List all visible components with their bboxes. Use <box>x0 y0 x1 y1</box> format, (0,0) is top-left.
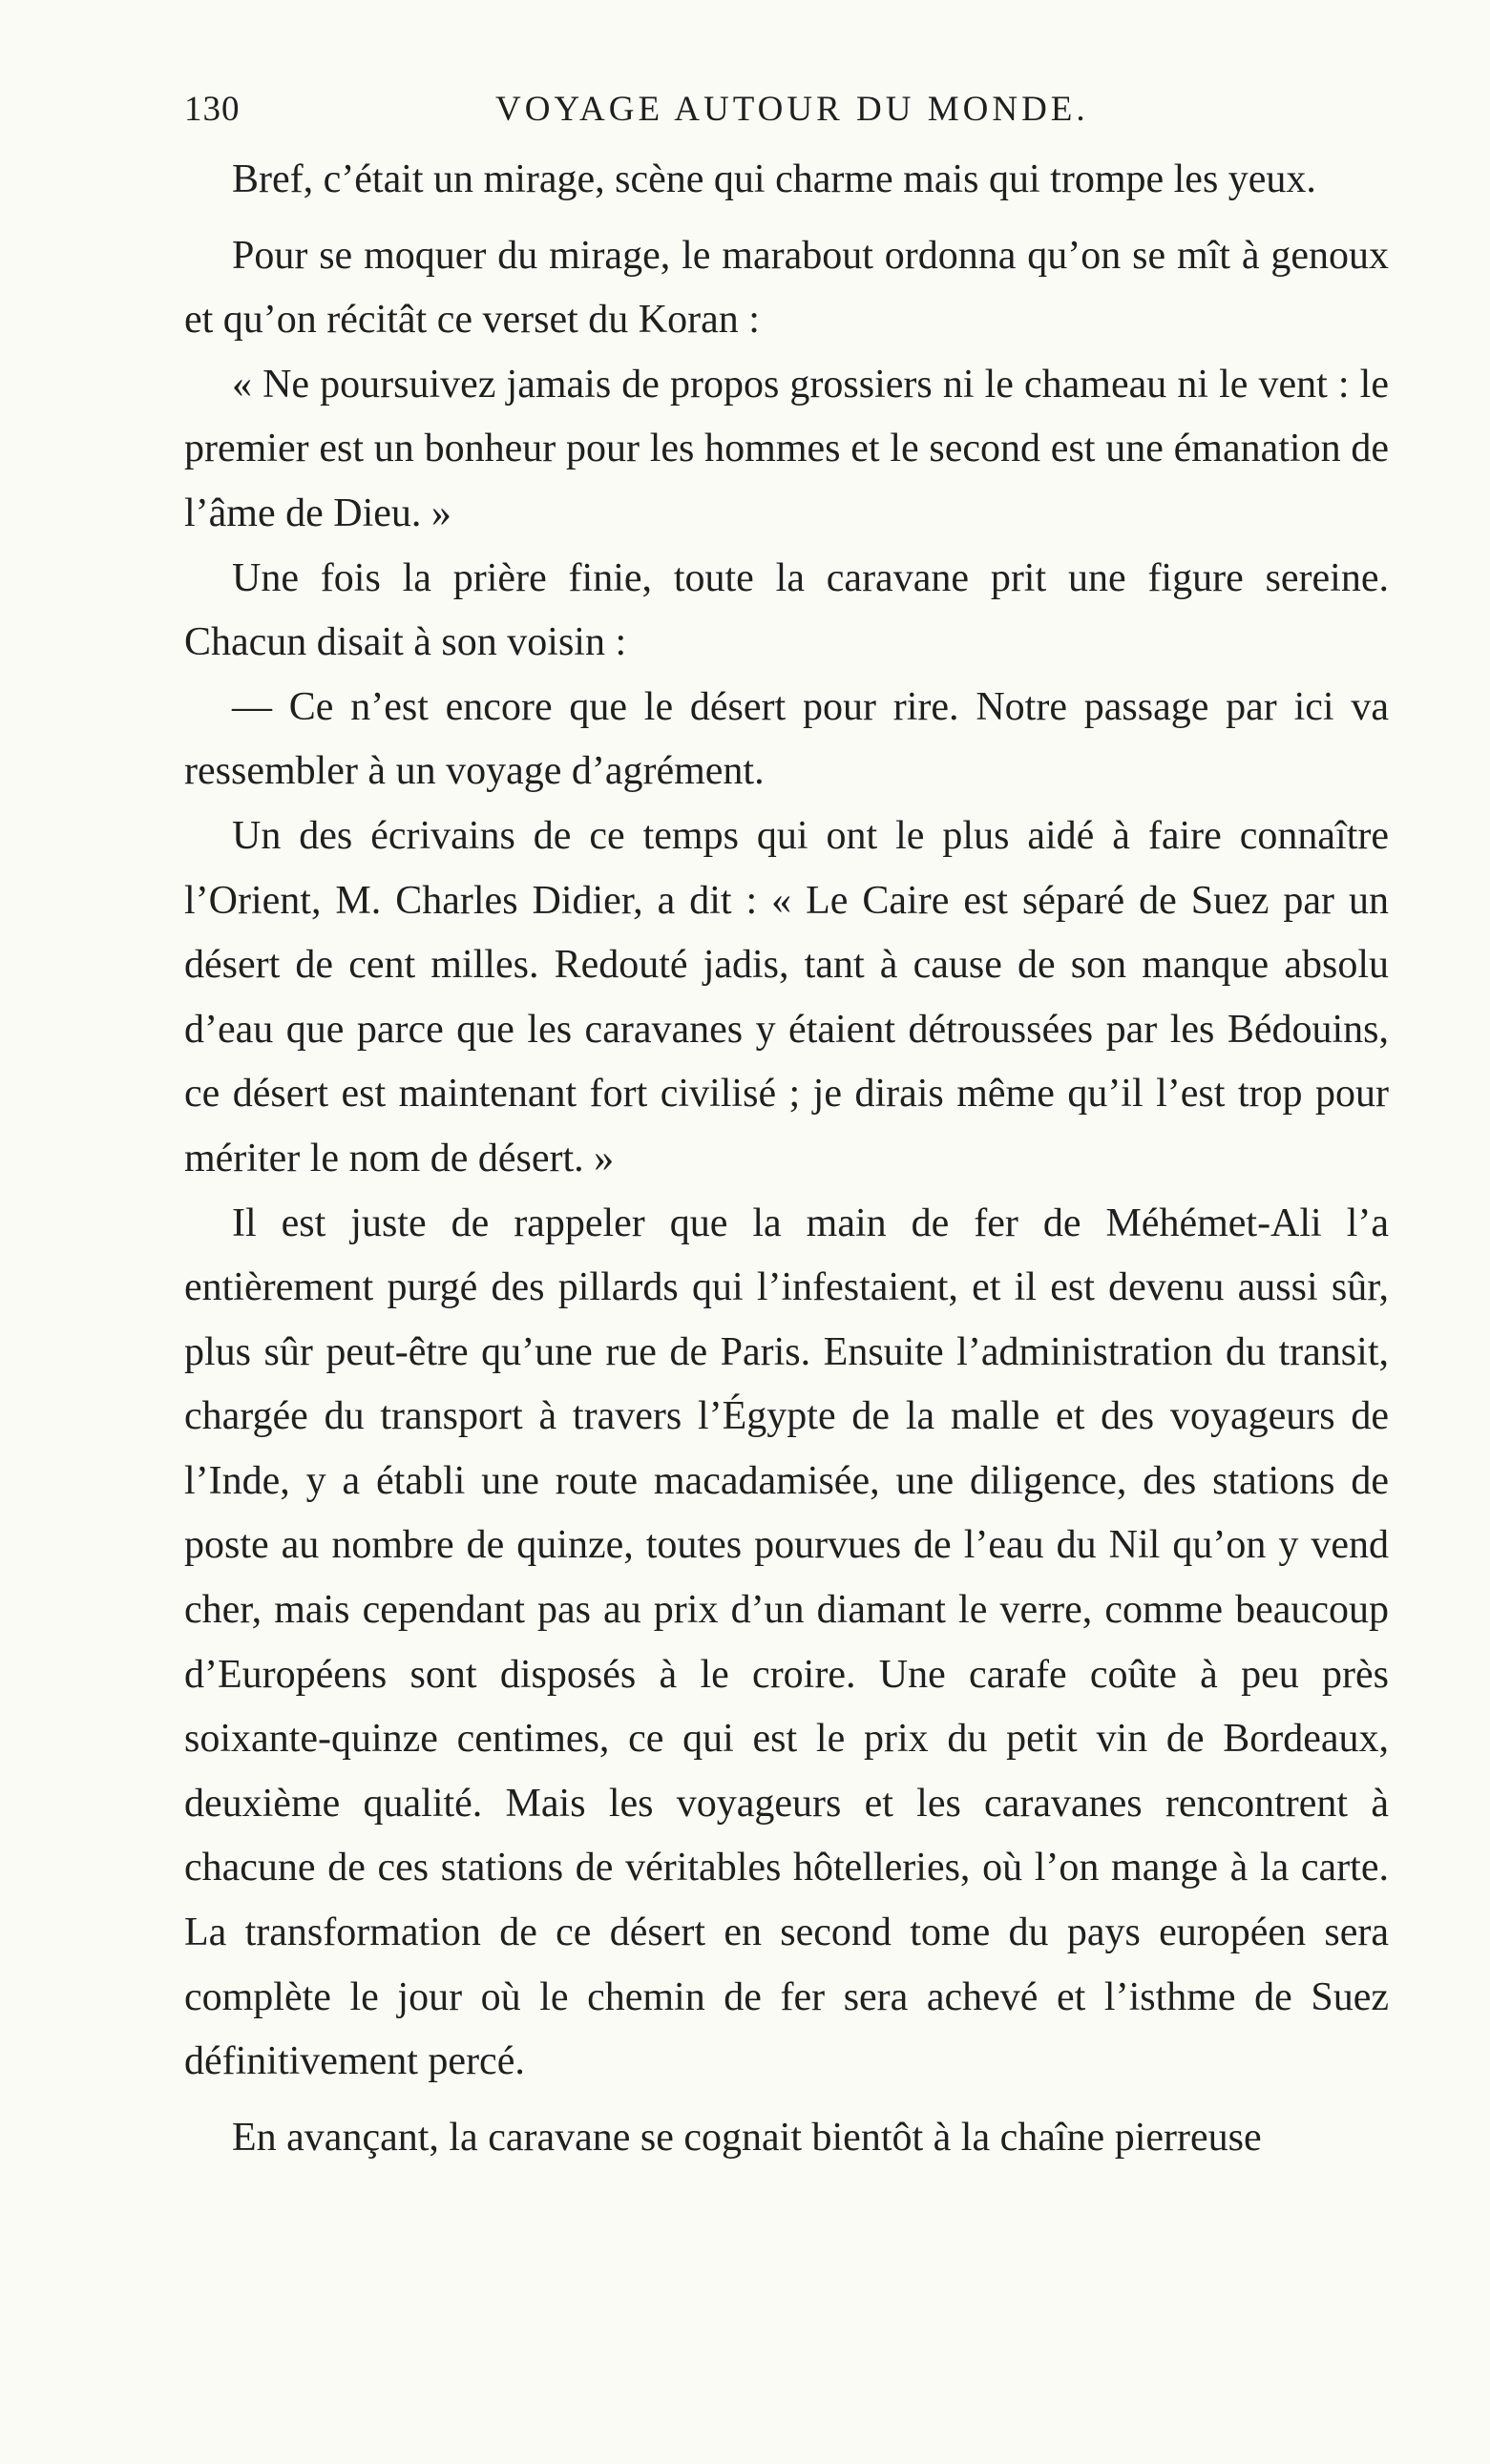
paragraph-mirage: Bref, c’était un mirage, scène qui charme mais qui trompe les yeux. <box>232 157 1316 201</box>
paragraph-caravan: En avançant, la caravane se cognait bientôt à la chaîne pierreuse <box>232 2115 1262 2160</box>
running-title: VOYAGE AUTOUR DU MONDE. <box>495 90 1089 129</box>
body-text <box>184 148 1389 2170</box>
paragraph-marabout: Pour se moquer du mirage, le marabout ordonna qu’on se mît à genoux et qu’on récitât ce verset du Koran : <box>184 233 1389 343</box>
paragraph-charles-didier: Un des écrivains de ce temps qui ont le plus aidé à faire connaître l’Orient, M. Charles Didier, a dit : « Le Caire est séparé de Suez par un désert de cent milles. Redouté jadis, tant à cause de son manque absolu d’eau que parce que les caravanes y étaient détroussées par les Bédouins, ce désert est maintenant fort civilisé ; je dirais même qu’il l’est trop pour mériter le nom de désert. » <box>184 813 1389 1180</box>
page-number: 130 <box>184 90 241 129</box>
paragraph-koran-verse: « Ne poursuivez jamais de propos grossiers ni le chameau ni le vent : le premier est un bonheur pour les hommes et le second est une émanation de l’âme de Dieu. » <box>184 362 1389 535</box>
paragraph-mehemet-ali: Il est juste de rappeler que la main de fer de Méhémet-Ali l’a entièrement purgé des pillards qui l’infestaient, et il est devenu aussi sûr, plus sûr peut-être qu’une rue de Paris. Ensuite l’administration du transit, chargée du transport à travers l’Égypte de la malle et des voyageurs de l’Inde, y a établi une route macadamisée, une diligence, des stations de poste au nombre de quinze, toutes pourvues de l’eau du Nil qu’on y vend cher, mais cependant pas au prix d’un diamant le verre, comme beaucoup d’Européens sont disposés à le croire. Une carafe coûte à peu près soixante-quinze centimes, ce qui est le prix du petit vin de Bordeaux, deuxième qualité. Mais les voyageurs et les caravanes rencontrent à chacune de ces stations de véritables hôtelleries, où l’on mange à la carte. La transformation de ce désert en second tome du pays européen sera complète le jour où le chemin de fer sera achevé et l’isthme de Suez définitivement percé. <box>184 1201 1389 2084</box>
page-header <box>184 86 1389 134</box>
paragraph-dialogue: — Ce n’est encore que le désert pour rire. Notre passage par ici va ressembler à un voyage d’agrément. <box>184 684 1389 794</box>
paragraph-prayer: Une fois la prière finie, toute la caravane prit une figure sereine. Chacun disait à son voisin : <box>184 555 1389 665</box>
